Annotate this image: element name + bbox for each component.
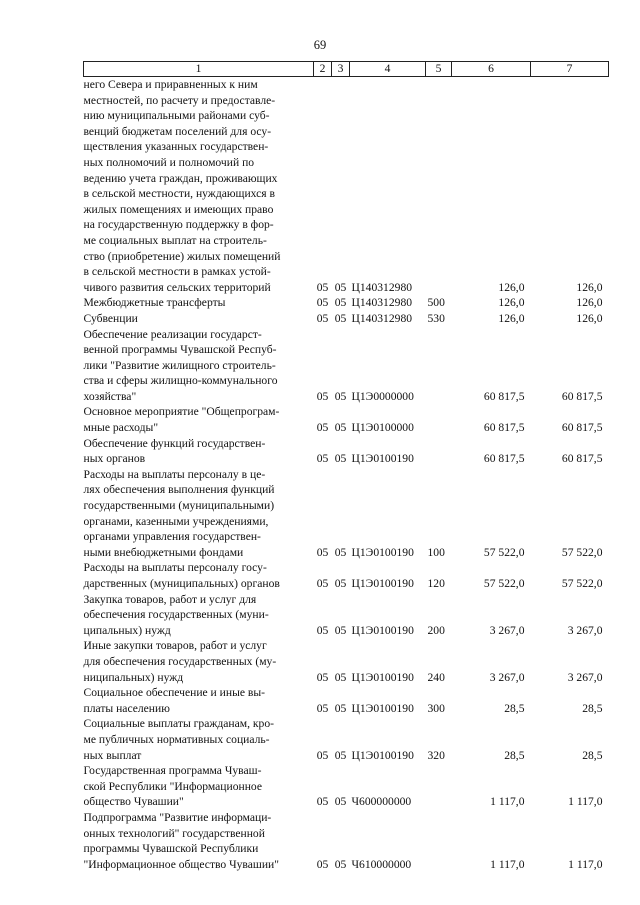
amount-2-cell: 28,5 [582, 748, 603, 762]
row-name-line: Обеспечение функций государствен- [83, 436, 266, 450]
row-name-line: ство (приобретение) жилых помещений [83, 249, 281, 263]
amount-1-cell: 28,5 [504, 748, 525, 762]
row-name-line: ных органов [83, 452, 146, 466]
row-name-line: мные расходы" [83, 421, 159, 435]
section-code-cell: 05 [316, 857, 329, 871]
budget-table [83, 61, 609, 872]
amount-2-cell: 126,0 [576, 296, 603, 310]
expense-type-cell [426, 77, 452, 296]
row-name-cell [84, 560, 314, 591]
target-article-cell: Ц1Э0100190 [351, 701, 414, 715]
amount-2-cell: 126,0 [576, 280, 603, 294]
target-article-cell: Ч600000000 [351, 795, 412, 809]
row-name-line: жилых помещениях и имеющих право [83, 202, 274, 216]
expense-type-cell: 240 [427, 670, 445, 684]
expense-type-cell: 200 [427, 623, 445, 637]
row-name-line: программы Чувашской Республики [83, 842, 259, 856]
amount-2-cell: 3 267,0 [567, 670, 603, 684]
table-header-row [84, 62, 609, 77]
amount-1-cell: 126,0 [498, 311, 525, 325]
target-article-cell: Ц1Э0100190 [351, 452, 414, 466]
amount-2-cell: 1 117,0 [568, 795, 603, 809]
expense-type-cell [426, 327, 452, 405]
row-name-cell [84, 295, 314, 311]
expense-type-cell: 120 [427, 577, 445, 590]
subsection-code-cell: 05 [334, 389, 347, 403]
amount-1-cell: 28,5 [504, 701, 525, 715]
row-name-line: ных полномочий и полномочий по [83, 155, 255, 169]
expense-type-cell: 320 [427, 748, 445, 762]
row-name-line: ме публичных нормативных социаль- [83, 732, 270, 746]
target-article-cell: Ц1Э0100000 [351, 421, 414, 435]
section-code-cell: 05 [316, 280, 329, 294]
amount-1-cell: 126,0 [498, 296, 525, 310]
row-name-line: общество Чувашии" [83, 795, 184, 809]
row-name-line: ными внебюджетными фондами [83, 545, 244, 559]
target-article-cell: Ц140312980 [351, 311, 413, 325]
target-article-cell: Ц1Э0100190 [351, 577, 414, 590]
table-body [84, 77, 609, 873]
amount-2-cell: 60 817,5 [561, 389, 603, 403]
section-code-cell: 05 [316, 701, 329, 715]
row-name-line: в сельской местности в рамках устой- [83, 265, 271, 279]
table-row [84, 295, 609, 311]
expense-type-cell [426, 436, 452, 467]
row-name-line: венной программы Чувашской Респуб- [83, 343, 277, 357]
row-name-line: ципальных) нужд [83, 623, 171, 637]
expense-type-cell: 100 [427, 545, 445, 559]
subsection-code-cell: 05 [334, 545, 347, 559]
table-row [84, 560, 609, 591]
row-name-cell [84, 77, 314, 296]
row-name-cell [84, 436, 314, 467]
amount-2-cell: 60 817,5 [561, 421, 603, 435]
section-code-cell: 05 [316, 452, 329, 466]
section-code-cell: 05 [316, 311, 329, 325]
table-row [84, 311, 609, 327]
row-name-cell [84, 716, 314, 763]
table-row [84, 716, 609, 763]
subsection-code-cell: 05 [334, 748, 347, 762]
table-row [84, 77, 609, 296]
column-header-expense-type: 5 [426, 62, 452, 77]
row-name-line: лики "Развитие жилищного строитель- [83, 358, 276, 372]
row-name-cell [84, 638, 314, 685]
section-code-cell: 05 [316, 577, 329, 590]
amount-2-cell: 60 817,5 [561, 452, 603, 466]
row-name-line: Закупка товаров, работ и услуг для [83, 592, 257, 606]
table-row [84, 404, 609, 435]
row-name-line: органами управления государствен- [83, 530, 261, 544]
section-code-cell: 05 [316, 670, 329, 684]
section-code-cell: 05 [316, 748, 329, 762]
row-name-line: ведению учета граждан, проживающих [83, 171, 278, 185]
expense-type-cell [426, 404, 452, 435]
subsection-code-cell: 05 [334, 311, 347, 325]
amount-1-cell: 60 817,5 [483, 421, 525, 435]
amount-2-cell: 57 522,0 [561, 577, 603, 590]
subsection-code-cell: 05 [334, 701, 347, 715]
row-name-line: дарственных (муниципальных) органов [83, 577, 280, 590]
amount-1-cell: 1 117,0 [490, 795, 525, 809]
row-name-line: ства и сферы жилищно-коммунального [83, 374, 278, 388]
subsection-code-cell: 05 [334, 623, 347, 637]
row-name-cell [84, 311, 314, 327]
table-row [84, 638, 609, 685]
amount-2-cell: 3 267,0 [567, 623, 603, 637]
row-name-line: "Информационное общество Чувашии" [83, 857, 279, 871]
row-name-line: Социальное обеспечение и иные вы- [83, 686, 266, 700]
amount-1-cell: 60 817,5 [483, 389, 525, 403]
row-name-line: Подпрограмма "Развитие информаци- [83, 810, 272, 824]
section-code-cell: 05 [316, 389, 329, 403]
row-name-line: ществления указанных государствен- [83, 140, 269, 154]
amount-1-cell: 57 522,0 [483, 545, 525, 559]
subsection-code-cell: 05 [334, 421, 347, 435]
table-row [84, 810, 609, 872]
row-name-line: для обеспечения государственных (му- [83, 654, 277, 668]
target-article-cell: Ц140312980 [351, 280, 413, 294]
row-name-line: в сельской местности, нуждающихся в [83, 187, 275, 201]
row-name-cell [84, 763, 314, 810]
expense-type-cell: 300 [427, 701, 445, 715]
row-name-line: Расходы на выплаты персоналу госу- [83, 561, 267, 575]
row-name-line: на государственную поддержку в фор- [83, 218, 274, 232]
row-name-cell [84, 592, 314, 639]
row-name-line: местностей, по расчету и предоставле- [83, 93, 276, 107]
row-name-line: ниципальных) нужд [83, 670, 184, 684]
row-name-line: государственными (муниципальными) [83, 499, 275, 513]
row-name-line: обеспечения государственных (муни- [83, 608, 269, 622]
table-row [84, 467, 609, 561]
row-name-cell [84, 685, 314, 716]
row-name-line: Социальные выплаты гражданам, кро- [83, 717, 274, 731]
target-article-cell: Ц1Э0100190 [351, 670, 414, 684]
row-name-line: онных технологий" государственной [83, 826, 265, 840]
amount-2-cell: 1 117,0 [568, 857, 603, 871]
amount-1-cell: 1 117,0 [490, 857, 525, 871]
row-name-cell [84, 810, 314, 872]
row-name-line: Расходы на выплаты персоналу в це- [83, 467, 266, 481]
row-name-line: Иные закупки товаров, работ и услуг [83, 639, 267, 653]
subsection-code-cell: 05 [334, 452, 347, 466]
row-name-line: Обеспечение реализации государст- [83, 327, 262, 341]
amount-2-cell: 57 522,0 [561, 545, 603, 559]
row-name-line: ской Республики "Информационное [83, 779, 262, 793]
table-row [84, 436, 609, 467]
target-article-cell: Ч610000000 [351, 857, 412, 871]
row-name-line: органами, казенными учреждениями, [83, 514, 269, 528]
subsection-code-cell: 05 [334, 857, 347, 871]
row-name-line: Субвенции [83, 311, 138, 325]
table-row [84, 592, 609, 639]
amount-1-cell: 126,0 [498, 280, 525, 294]
row-name-line: ных выплат [83, 748, 142, 762]
row-name-line: хозяйства" [83, 389, 137, 403]
section-code-cell: 05 [316, 296, 329, 310]
amount-1-cell: 57 522,0 [483, 577, 525, 590]
table-row [84, 763, 609, 810]
expense-type-cell: 500 [427, 296, 445, 310]
amount-1-cell: 3 267,0 [489, 623, 525, 637]
row-name-line: чивого развития сельских территорий [83, 280, 271, 294]
subsection-code-cell: 05 [334, 577, 347, 590]
subsection-code-cell: 05 [334, 670, 347, 684]
section-code-cell: 05 [316, 545, 329, 559]
column-header-name: 1 [84, 62, 314, 77]
section-code-cell: 05 [316, 421, 329, 435]
column-header-section: 2 [314, 62, 332, 77]
amount-1-cell: 60 817,5 [483, 452, 525, 466]
row-name-line: лях обеспечения выполнения функций [83, 483, 275, 497]
target-article-cell: Ц1Э0000000 [351, 389, 414, 403]
row-name-cell [84, 404, 314, 435]
section-code-cell: 05 [316, 795, 329, 809]
column-header-amount-2: 7 [531, 62, 609, 77]
amount-2-cell: 126,0 [576, 311, 603, 325]
row-name-line: Государственная программа Чуваш- [83, 764, 262, 778]
expense-type-cell [426, 763, 452, 810]
row-name-cell [84, 327, 314, 405]
row-name-cell [84, 467, 314, 561]
expense-type-cell: 530 [427, 311, 445, 325]
table-row [84, 685, 609, 716]
target-article-cell: Ц1Э0100190 [351, 545, 414, 559]
subsection-code-cell: 05 [334, 280, 347, 294]
row-name-line: Межбюджетные трансферты [83, 296, 226, 310]
column-header-amount-1: 6 [452, 62, 531, 77]
subsection-code-cell: 05 [334, 795, 347, 809]
page-number: 69 [313, 38, 327, 52]
target-article-cell: Ц1Э0100190 [351, 623, 414, 637]
row-name-line: платы населению [83, 701, 170, 715]
row-name-line: него Севера и приравненных к ним [83, 78, 258, 91]
column-header-subsection: 3 [332, 62, 350, 77]
table-row [84, 327, 609, 405]
amount-1-cell: 3 267,0 [489, 670, 525, 684]
row-name-line: нию муниципальными районами суб- [83, 109, 270, 123]
target-article-cell: Ц140312980 [351, 296, 413, 310]
row-name-line: Основное мероприятие "Общепрограм- [83, 405, 280, 419]
expense-type-cell [426, 810, 452, 872]
section-code-cell: 05 [316, 623, 329, 637]
column-header-target-article: 4 [350, 62, 426, 77]
row-name-line: ме социальных выплат на строитель- [83, 233, 267, 247]
subsection-code-cell: 05 [334, 296, 347, 310]
row-name-line: венций бюджетам поселений для осу- [83, 124, 272, 138]
amount-2-cell: 28,5 [582, 701, 603, 715]
target-article-cell: Ц1Э0100190 [351, 748, 414, 762]
